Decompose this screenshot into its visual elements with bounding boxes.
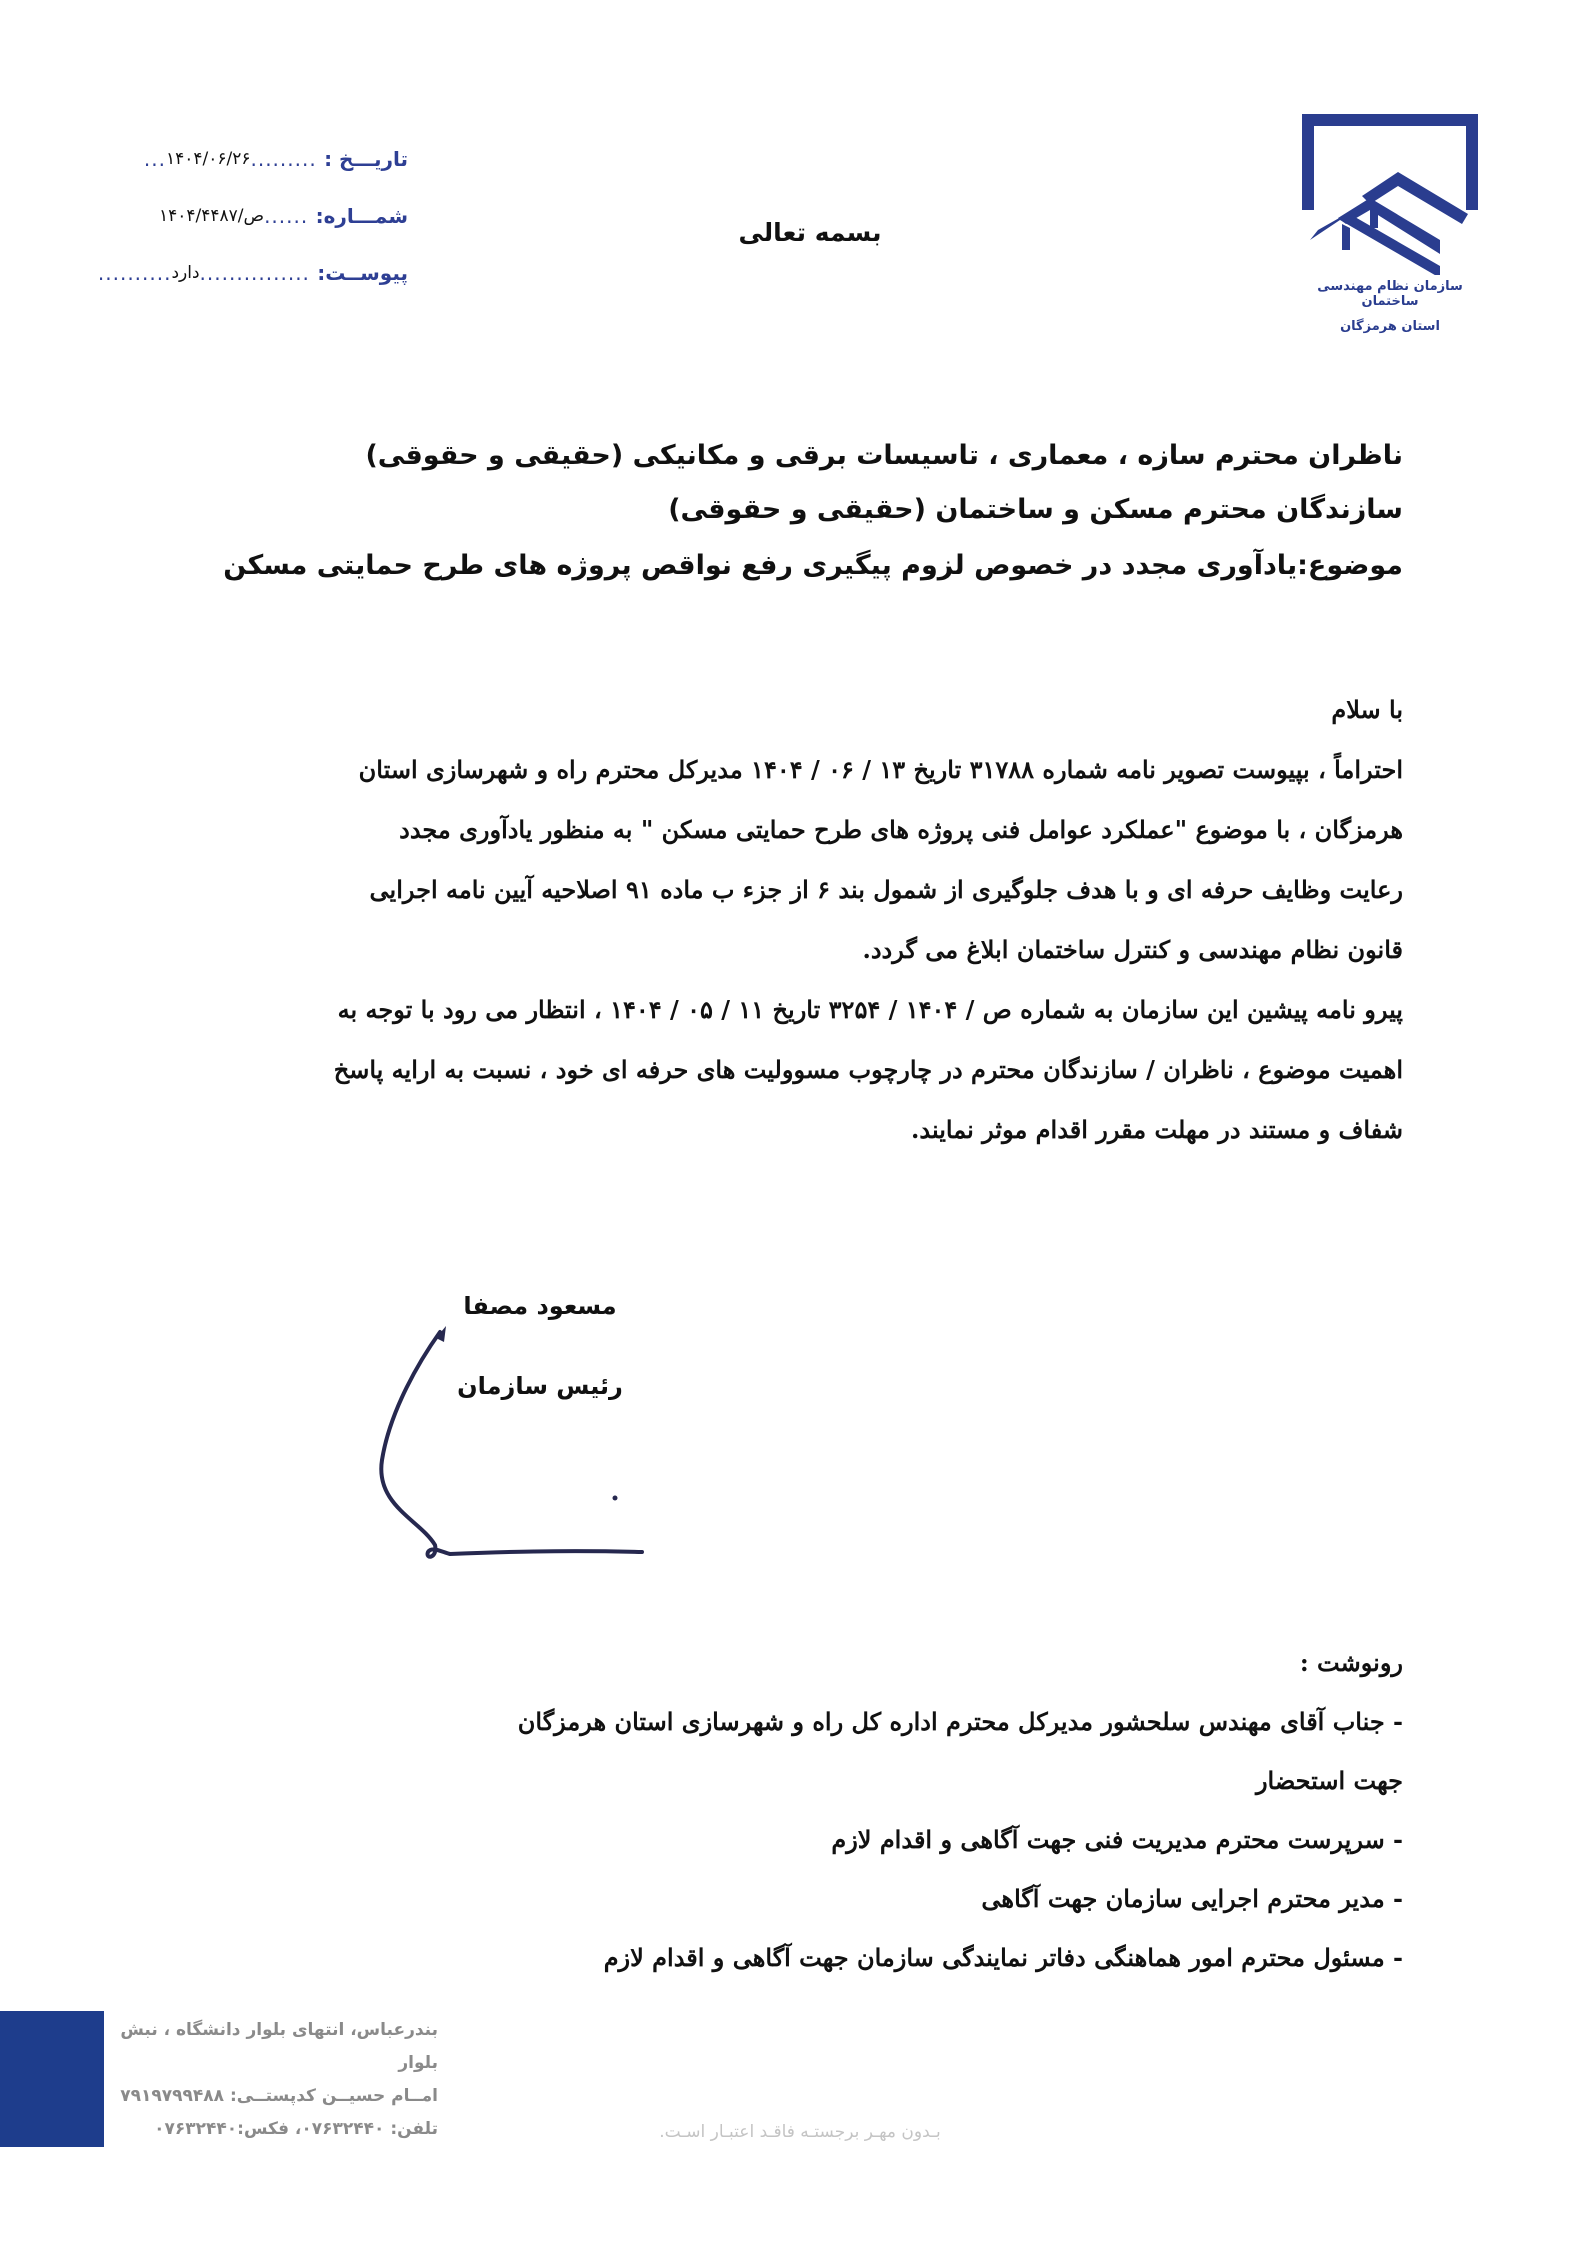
dots: .........	[250, 146, 325, 171]
bismillah-heading: بسمه تعالی	[738, 218, 882, 247]
address-line: امــام حسیــن کدپستــی: ۷۹۱۹۷۹۹۴۸۸	[120, 2086, 438, 2106]
addressee-line-2: سازندگان محترم مسکن و ساختمان (حقیقی و حقوقی)	[668, 494, 1403, 525]
building-logo-icon	[1290, 100, 1490, 275]
cc-item: - مدیر محترم اجرایی سازمان جهت آگاهی	[981, 1884, 1403, 1913]
body-line: قانون نظام مهندسی و کنترل ساختمان ابلاغ می گردد.	[862, 935, 1403, 964]
greeting: با سلام	[1331, 695, 1403, 724]
date-row	[108, 130, 408, 187]
signer-title: رئیس سازمان	[457, 1372, 623, 1400]
number-row	[108, 187, 408, 244]
footer-accent-block	[0, 2011, 104, 2147]
cc-item-note: جهت استحضار	[1255, 1766, 1403, 1795]
letter-meta	[97, 130, 408, 301]
body-line: اهمیت موضوع ، ناظران / سازندگان محترم در چارچوب مسوولیت های حرفه ای خود ، نسبت به ارایه پاسخ	[333, 1055, 1403, 1084]
logo-province: استان هرمزگان	[1340, 319, 1440, 334]
body-line: رعایت وظایف حرفه ای و با هدف جلوگیری از شمول بند ۶ از جزء ب ماده ۹۱ اصلاحیه آیین نامه اجرایی	[369, 875, 1403, 904]
addressee-line-1: ناظران محترم سازه ، معماری ، تاسیسات برقی و مکانیکی (حقیقی و حقوقی)	[365, 440, 1403, 471]
body-line: احتراماً ، بپیوست تصویر نامه شماره ۳۱۷۸۸ تاریخ ۱۳ / ۰۶ / ۱۴۰۴ مدیرکل محترم راه و شهرسازی استان	[358, 755, 1403, 784]
org-logo	[1290, 100, 1490, 334]
attachment-row	[97, 244, 408, 301]
contact-line: تلفن: ۰۷۶۳۲۴۴۰، فکس:۰۷۶۳۲۴۴۰	[154, 2119, 438, 2139]
dots: ...............	[199, 260, 318, 285]
dots: ..........	[97, 260, 172, 285]
subject-line: موضوع:یادآوری مجدد در خصوص لزوم پیگیری رفع نواقص پروژه های طرح حمایتی مسکن	[223, 550, 1403, 581]
address-line: بندرعباس، انتهای بلوار دانشگاه ، نبش بلوار	[120, 2020, 438, 2073]
logo-org-name: سازمان نظام مهندسی ساختمان	[1317, 279, 1463, 309]
cc-section	[518, 1648, 1403, 2002]
attachment-label: پیوســت:	[317, 260, 408, 285]
dots: ......	[264, 203, 316, 228]
body-line: هرمزگان ، با موضوع "عملکرد عوامل فنی پروژه های طرح حمایتی مسکن " به منظور یادآوری مجدد	[399, 815, 1403, 844]
seal-validity-note: بـدون مهـر برجستـه فاقـد اعتبـار اسـت.	[659, 2122, 941, 2142]
cc-item: - سرپرست محترم مدیریت فنی جهت آگاهی و اقدام لازم	[831, 1825, 1403, 1854]
signer-name: مسعود مصفا	[463, 1292, 617, 1320]
body-line: شفاف و مستند در مهلت مقرر اقدام موثر نمایند.	[911, 1115, 1403, 1144]
letter-body	[203, 680, 1403, 1160]
date-label: تاریـــخ :	[324, 146, 408, 171]
body-line: پیرو نامه پیشین این سازمان به شماره ص / ۱۴۰۴ / ۳۲۵۴ تاریخ ۱۱ / ۰۵ / ۱۴۰۴ ، انتظار می رود با توجه به	[337, 995, 1403, 1024]
date-value: ۱۴۰۴/۰۶/۲۶	[165, 148, 251, 169]
number-value: ص/۱۴۰۴/۴۴۸۷	[159, 205, 265, 226]
attachment-value: دارد	[171, 262, 200, 283]
footer-address	[118, 2014, 438, 2146]
cc-item: - جناب آقای مهندس سلحشور مدیرکل محترم اداره کل راه و شهرسازی استان هرمزگان	[517, 1707, 1403, 1736]
number-label: شمـــاره:	[315, 203, 408, 228]
cc-item: - مسئول محترم امور هماهنگی دفاتر نمایندگی سازمان جهت آگاهی و اقدام لازم	[603, 1943, 1403, 1972]
cc-label: رونوشت :	[1299, 1648, 1403, 1677]
dots: ...	[143, 146, 166, 171]
handwritten-signature-icon	[360, 1320, 660, 1570]
